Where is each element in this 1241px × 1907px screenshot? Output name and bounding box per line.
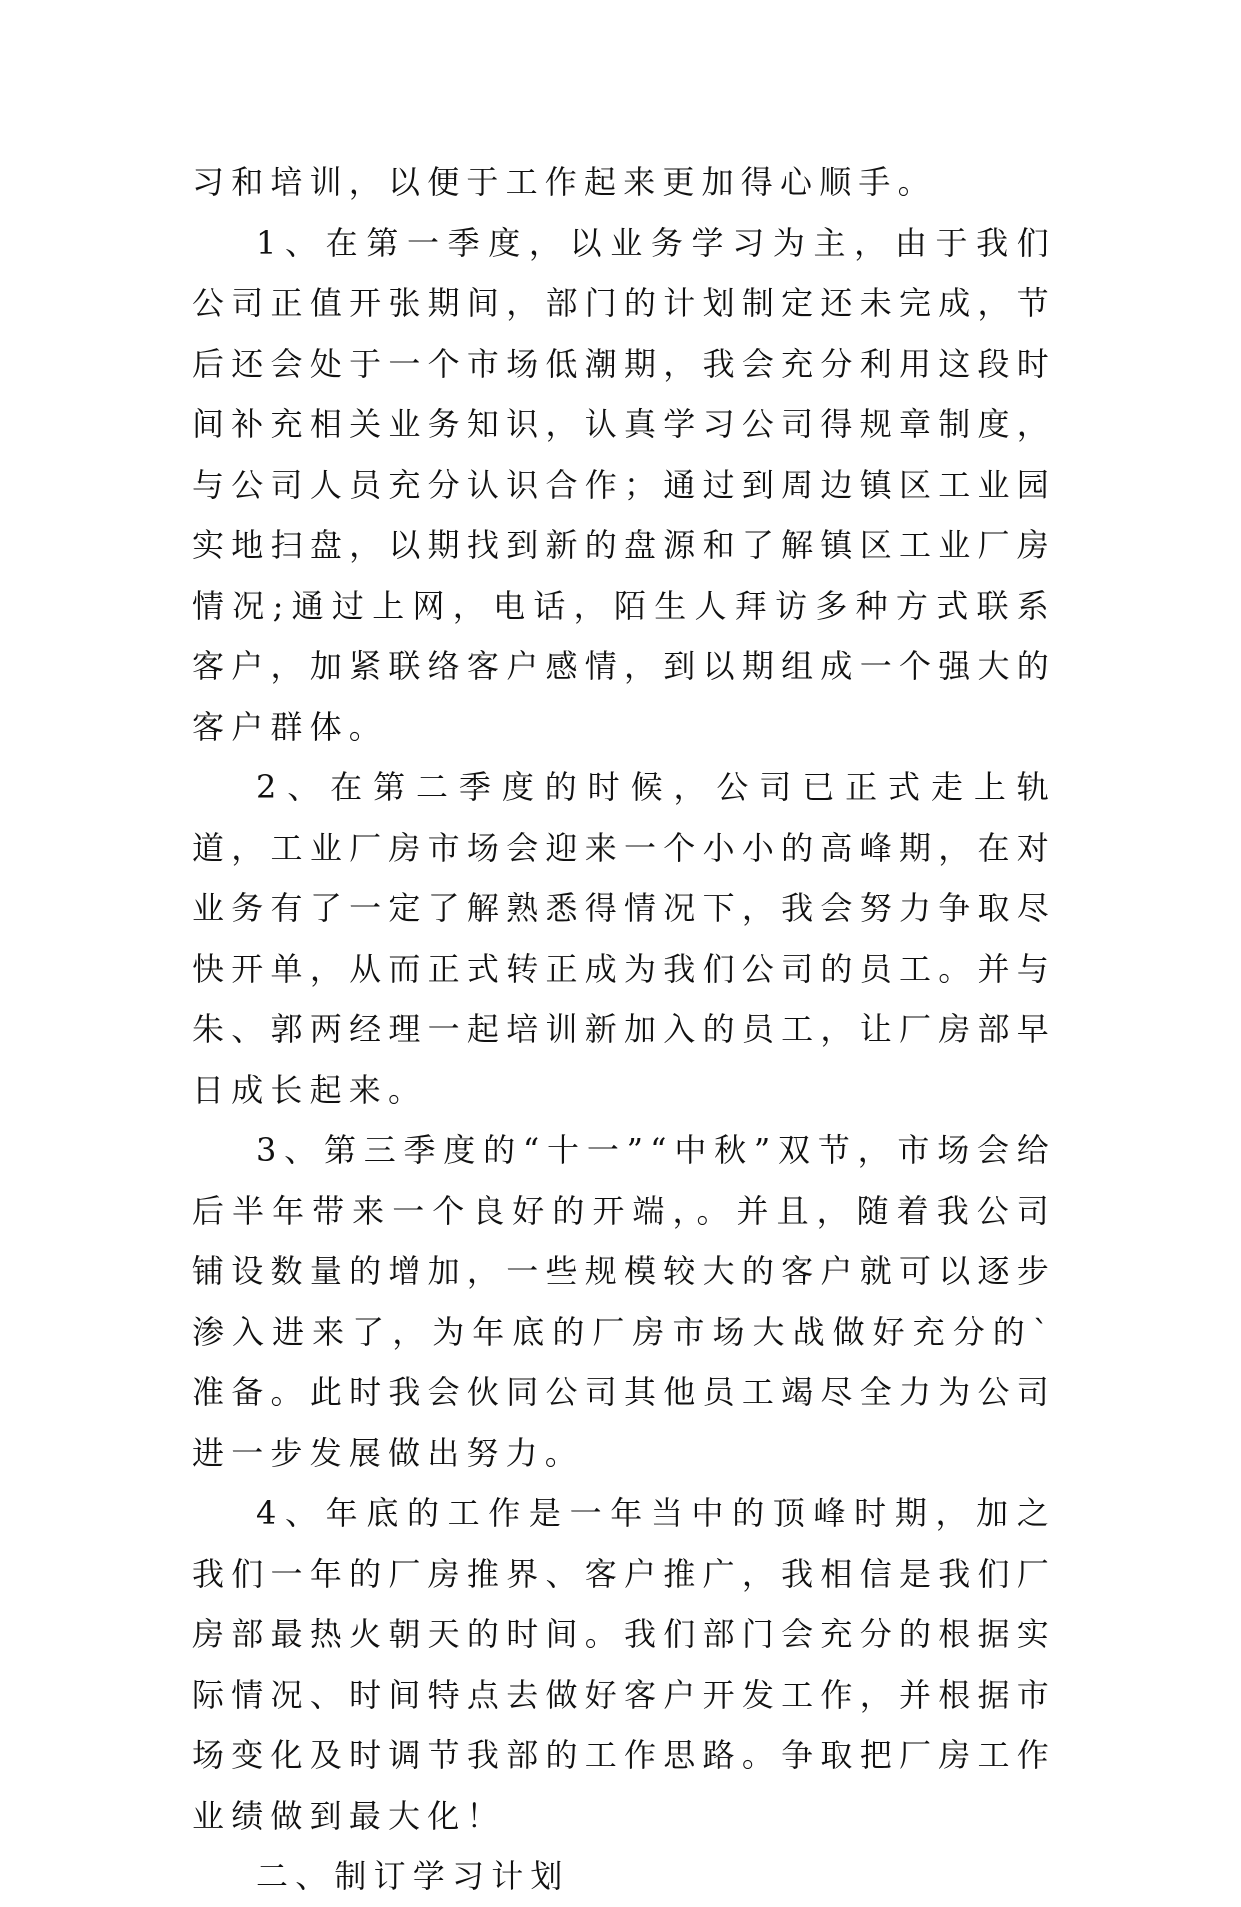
section-heading: 二、制订学习计划	[256, 1857, 570, 1895]
paragraph-item-2: 2、在第二季度的时候，公司已正式走上轨道，工业厂房市场会迎来一个小小的高峰期，在对业务有了一定了解熟悉得情况下，我会努力争取尽快开单，从而正式转正成为我们公司的员工。并与朱、郭两经理一起培训新加入的员工，让厂房部早日成长起来。	[192, 768, 1056, 1109]
paragraph-continuation: 习和培训，以便于工作起来更加得心顺手。	[192, 163, 937, 201]
paragraph-item-4: 4、年底的工作是一年当中的顶峰时期，加之我们一年的厂房推界、客户推广，我相信是我们厂房部最热火朝天的时间。我们部门会充分的根据实际情况、时间特点去做好客户开发工作，并根据市场变化及时调节我部的工作思路。争取把厂房工作业绩做到最大化！	[192, 1494, 1056, 1835]
paragraph-item-1: 1、在第一季度，以业务学习为主，由于我们公司正值开张期间，部门的计划制定还未完成，节后还会处于一个市场低潮期，我会充分利用这段时间补充相关业务知识，认真学习公司得规章制度，与公司人员充分认识合作；通过到周边镇区工业园实地扫盘，以期找到新的盘源和了解镇区工业厂房情况;通过上网，电话，陌生人拜访多种方式联系客户，加紧联络客户感情，到以期组成一个强大的客户群体。	[192, 223, 1056, 746]
document-body	[192, 152, 1056, 1907]
paragraph-item-3: 3、第三季度的“十一”“中秋”双节，市场会给后半年带来一个良好的开端，。并且，随着我公司铺设数量的增加，一些规模较大的客户就可以逐步渗入进来了，为年底的厂房市场大战做好充分的`准备。此时我会伙同公司其他员工竭尽全力为公司进一步发展做出努力。	[192, 1131, 1056, 1472]
